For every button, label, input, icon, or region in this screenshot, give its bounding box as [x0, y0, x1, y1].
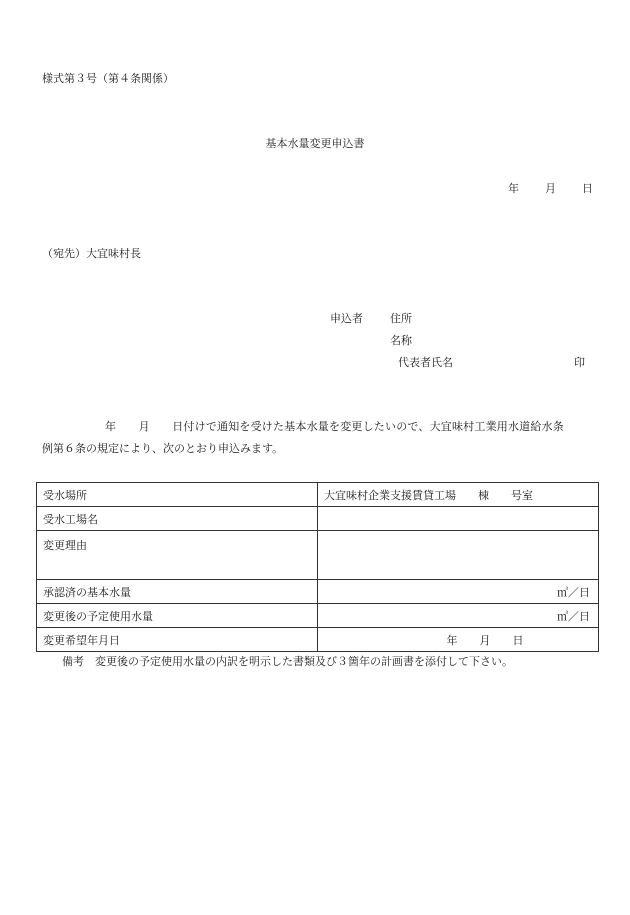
row-value: 大宜味村企業支援賃貸工場 棟 号室 [318, 483, 599, 507]
date-line [508, 183, 593, 194]
applicant-label: 申込者 [330, 312, 363, 325]
row-label: 変更理由 [37, 531, 318, 580]
body-text-line-2: 例第６条の規定により、次のとおり申込みます。 [42, 442, 284, 455]
row-label: 変更後の予定使用水量 [37, 604, 318, 628]
date-month: 月 [545, 182, 556, 195]
application-table [36, 482, 599, 652]
table-row [37, 628, 599, 652]
table-row [37, 580, 599, 604]
table-row [37, 507, 599, 531]
body-text-line-1: 年 月 日付けで通知を受けた基本水量を変更したいので、大宜味村工業用水道給水条 [105, 420, 564, 433]
applicant-name-label: 名称 [390, 334, 412, 347]
table-row [37, 604, 599, 628]
row-value: ㎥／日 [318, 604, 599, 628]
row-label: 承認済の基本水量 [37, 580, 318, 604]
row-value [318, 531, 599, 580]
applicant-address-label: 住所 [390, 312, 412, 325]
row-label: 変更希望年月日 [37, 628, 318, 652]
date-year: 年 [508, 182, 519, 195]
applicant-representative-label: 代表者氏名 [398, 356, 453, 369]
table-row [37, 483, 599, 507]
row-value [318, 507, 599, 531]
form-number: 様式第３号（第４条関係） [42, 72, 174, 85]
row-label: 受水工場名 [37, 507, 318, 531]
remark-note: 備考 変更後の予定使用水量の内訳を明示した書類及び３箇年の計画書を添付して下さい。 [62, 655, 513, 668]
page-title: 基本水量変更申込書 [265, 137, 365, 150]
seal-mark: 印 [574, 356, 585, 369]
row-value: ㎥／日 [318, 580, 599, 604]
addressee: （宛先）大宜味村長 [42, 247, 141, 260]
row-value: 年 月 日 [318, 628, 599, 652]
date-day: 日 [582, 182, 593, 195]
table-row [37, 531, 599, 580]
row-label: 受水場所 [37, 483, 318, 507]
